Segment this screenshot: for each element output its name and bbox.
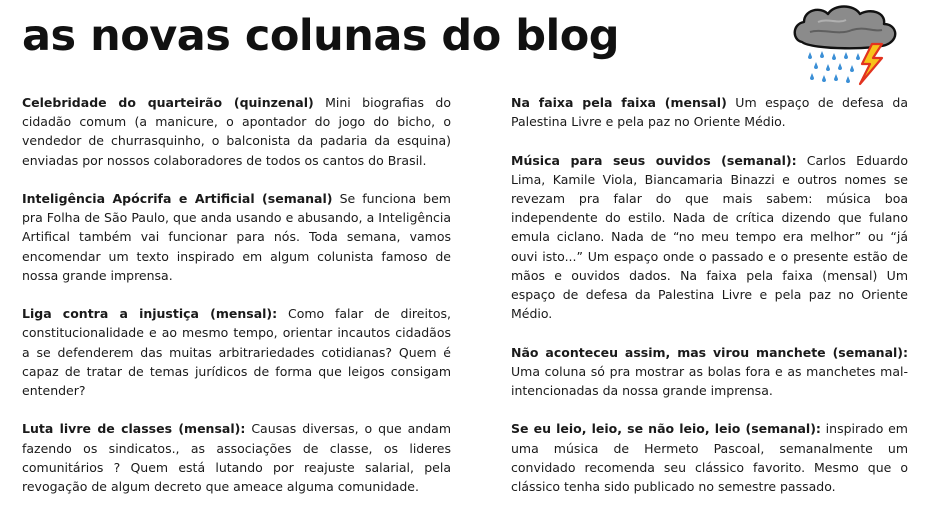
entry-title: Luta livre de classes (mensal): xyxy=(22,421,246,437)
storm-cloud-lightning-icon xyxy=(788,2,906,88)
column-entry-se-eu-leio xyxy=(511,419,908,496)
column-entry-celebridade xyxy=(22,93,451,170)
entry-text: Mini biografias do cidadão comum (a manicure, o apontador do jogo do bicho, o vendedor de churrasquinho, o balconista da padaria da esquina) enviadas por nossos colaboradores de todos os cantos do Brasil. xyxy=(22,95,451,168)
entry-title: Celebridade do quarteirão (quinzenal) xyxy=(22,95,314,110)
entry-title: Não aconteceu assim, mas virou manchete (semanal): xyxy=(511,344,908,360)
entry-text: Uma coluna só pra mostrar as bolas fora e as manchetes mal-intencionadas da nossa grande imprensa. xyxy=(511,363,908,399)
entry-text: Carlos Eduardo Lima, Kamile Viola, Biancamaria Binazzi e outros nomes se revezam pra falar do que mais sabem: música boa independente do estilo. Nada de crítica dizendo que fulano emula ciclano. Nada de “no meu tempo era melhor” ou “já ouvi isto...” Um espaço onde o passado e o presente estão de mãos e ouvidos dados. Na faixa pela faixa (mensal) Um espaço de defesa da Palestina Livre e pela paz no Oriente Médio. xyxy=(511,152,908,322)
column-entry-inteligencia xyxy=(22,189,451,285)
column-entry-liga xyxy=(22,304,451,400)
entry-title: Na faixa pela faixa (mensal) xyxy=(511,95,727,110)
entry-text: inspirado em uma música de Hermeto Pascoal, semanalmente um convidado recomenda seu clássico favorito. Mesmo que o clássico tenha sido publicado no semestre passado. xyxy=(511,421,908,495)
column-entry-na-faixa xyxy=(511,93,908,131)
entry-title: Inteligência Apócrifa e Artificial (semanal) xyxy=(22,191,333,206)
left-column xyxy=(22,93,451,515)
column-entry-nao-aconteceu xyxy=(511,343,908,401)
entry-text: Se funciona bem pra Folha de São Paulo, que anda usando e abusando, a Inteligência Artifical também vai funcionar para nós. Toda semana, vamos encomendar um texto inspirado em algum colunista famoso de nossa grande imprensa. xyxy=(22,191,451,283)
entry-title: Se eu leio, leio, se não leio, leio (semanal): xyxy=(511,421,821,437)
entry-text: Como falar de direitos, constitucionalidade e ao mesmo tempo, orientar incautos cidadãos a se defenderem das muitas arbitrariedades cotidianas? Quem é capaz de tratar de temas jurídicos de forma que leigos consigam entender? xyxy=(22,306,451,399)
column-entry-musica xyxy=(511,151,908,324)
right-column xyxy=(511,93,908,515)
column-entry-luta xyxy=(22,419,451,496)
entry-text: Causas diversas, o que andam fazendo os sindicatos., as associações de classe, os lideres comunitários ? Quem está lutando por reajuste salarial, pela revogação de algum decreto que ameace alguma comunidade. xyxy=(22,421,451,495)
entry-text: Um espaço de defesa da Palestina Livre e pela paz no Oriente Médio. xyxy=(511,95,908,130)
entry-title: Liga contra a injustiça (mensal): xyxy=(22,306,278,322)
entry-title: Música para seus ouvidos (semanal): xyxy=(511,152,797,168)
page-title: as novas colunas do blog xyxy=(22,11,620,61)
